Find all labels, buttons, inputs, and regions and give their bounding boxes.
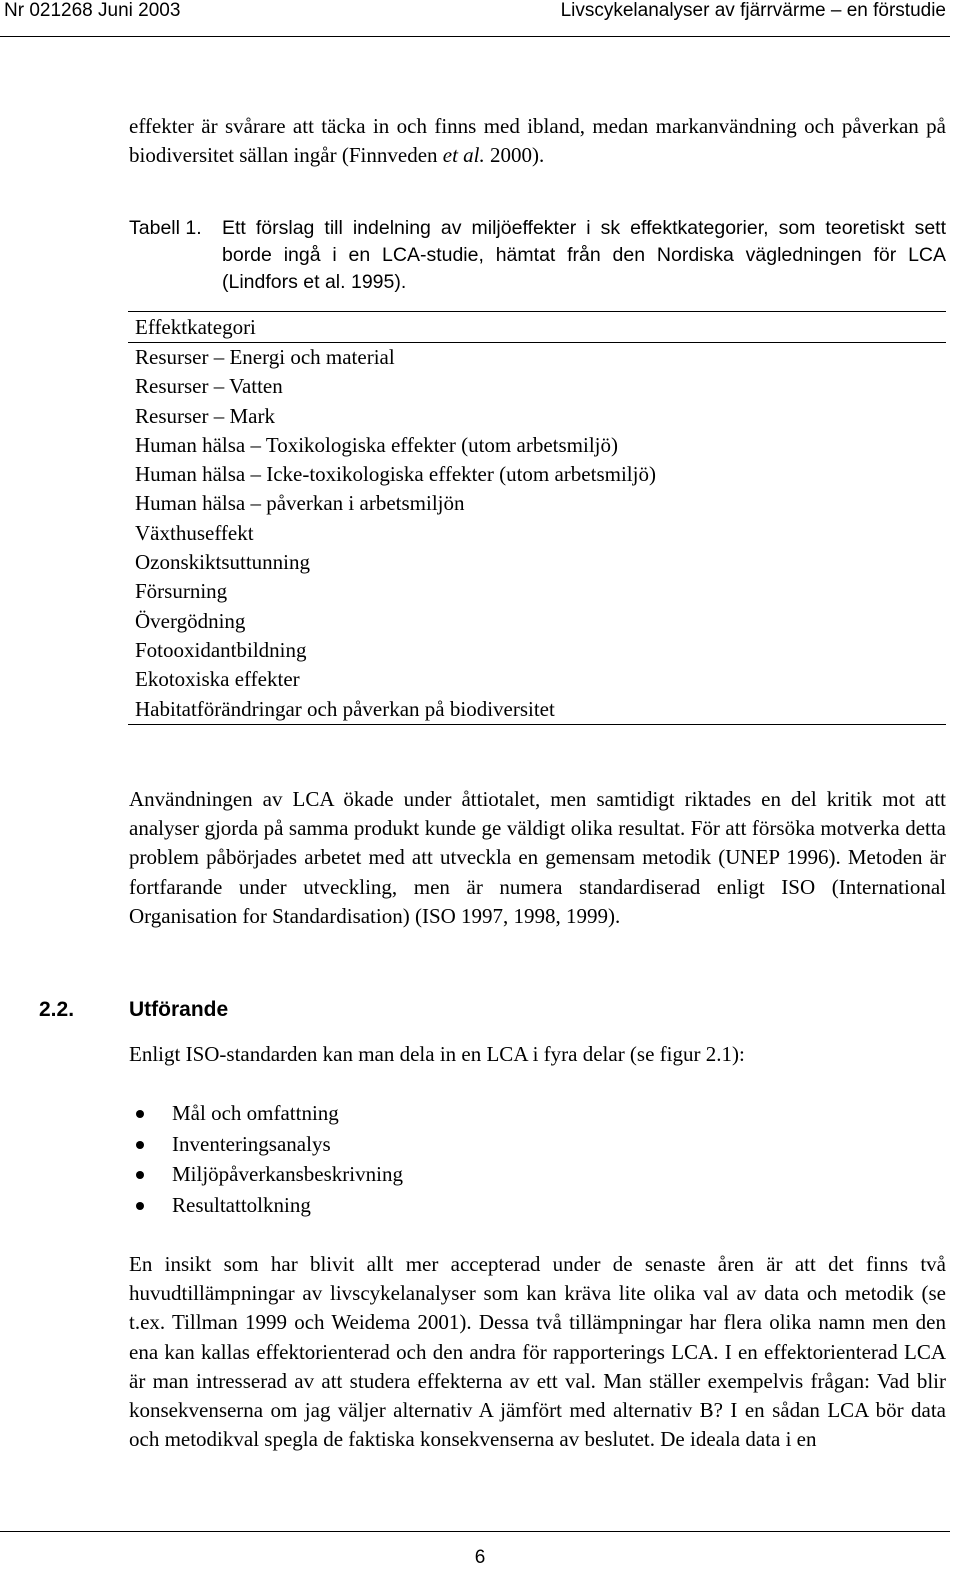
- table-caption-text: Ett förslag till indelning av miljöeffekter i sk effektkategorier, som teoretiskt sett borde ingå i en LCA-studie, hämtat från den Nordiska vägledningen för LCA (Lindfors et al. 1995).: [222, 217, 946, 293]
- intro-text-2: 2000).: [484, 143, 545, 168]
- bullet-icon: [136, 1171, 144, 1179]
- list-item-text: Inventeringsanalys: [172, 1131, 331, 1156]
- table-header: Effektkategori: [135, 315, 256, 339]
- list-item-text: Resultattolkning: [172, 1192, 311, 1217]
- intro-italic: et al.: [442, 143, 485, 168]
- applications-paragraph: En insikt som har blivit allt mer accepterad under de senaste åren är att det finns två huvudtillämpningar av livscykelanalyser som kan kräva lite olika val av data och metodik (se t.ex. Tillman 1999 och Weidema 2001). Dessa två tillämpningar har flera olika namn men den ena kan kallas effektorienterad och den andra för rapporterings LCA. I en effektorienterad LCA är man intresserad av att studera effekterna av ett val. Man ställer exempelvis frågan: Vad blir konsekvenserna om jag väljer alternativ A jämfört med alternativ B? I en sådan LCA bör data och metodikval spegla de faktiska konsekvenserna av beslutet. De ideala data i en: [129, 1252, 946, 1452]
- table-row: Human hälsa – påverkan i arbetsmiljön: [135, 491, 465, 516]
- table-row: Resurser – Energi och material: [135, 345, 395, 369]
- page-header: [0, 0, 960, 38]
- bullet-icon: [136, 1202, 144, 1210]
- bullet-icon: [136, 1141, 144, 1149]
- table-row: Resurser – Mark: [135, 403, 275, 428]
- footer-rule: [0, 1531, 950, 1532]
- table-row: Human hälsa – Toxikologiska effekter (utom arbetsmiljö): [135, 432, 618, 457]
- list-item-text: Miljöpåverkansbeskrivning: [172, 1162, 403, 1186]
- lca-history-paragraph: Användningen av LCA ökade under åttiotalet, men samtidigt riktades en del kritik mot att analyser gjorda på samma produkt kunde ge väldigt olika resultat. För att försöka motverka detta problem påbörjades arbetet med att utveckla en gemensam metodik (UNEP 1996). Metoden är fortfarande under utveckling, men är numera standardiserad enligt ISO (International Organisation for Standardisation) (ISO 1997, 1998, 1999).: [129, 787, 946, 928]
- table-row: Försurning: [135, 579, 228, 604]
- table-row: Resurser – Vatten: [135, 374, 283, 399]
- table-row: Human hälsa – Icke-toxikologiska effekter (utom arbetsmiljö): [135, 462, 656, 487]
- table-row: Ozonskiktsuttunning: [135, 550, 311, 575]
- iso-paragraph: Enligt ISO-standarden kan man dela in en LCA i fyra delar (se figur 2.1):: [129, 1042, 745, 1066]
- table-row: Växthuseffekt: [135, 520, 254, 545]
- page-number: 6: [474, 1547, 486, 1568]
- effect-category-table: [128, 311, 946, 725]
- intro-paragraph: [129, 112, 946, 170]
- table-row: Övergödning: [135, 608, 246, 633]
- table-row: Habitatförändringar och påverkan på biodiversitet: [135, 696, 555, 721]
- header-rule: [0, 36, 950, 37]
- section-title: Utförande: [129, 998, 229, 1021]
- list-item-text: Mål och omfattning: [172, 1101, 339, 1125]
- section-number: 2.2.: [39, 998, 75, 1021]
- report-number: Nr 021268 Juni 2003: [4, 0, 181, 21]
- intro-text-1: effekter är svårare att täcka in och finns med ibland, medan markanvändning och påverkan på biodiversitet sällan ingår (Finnveden: [129, 114, 946, 168]
- bullet-icon: [136, 1110, 144, 1118]
- table-row: Fotooxidantbildning: [135, 637, 307, 662]
- table-bottom-rule: [128, 724, 946, 725]
- table-row: Ekotoxiska effekter: [135, 667, 300, 692]
- report-title: Livscykelanalyser av fjärrvärme – en förstudie: [560, 0, 946, 21]
- table-caption-label: Tabell 1.: [129, 217, 202, 239]
